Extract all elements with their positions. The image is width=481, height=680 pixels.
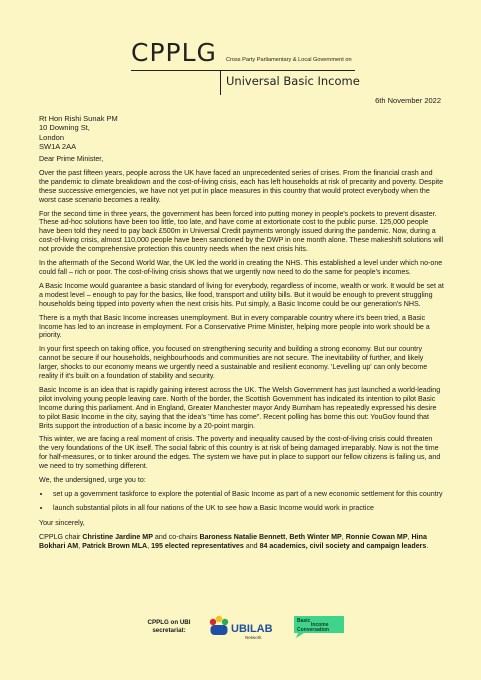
bic-line1: Basic <box>297 618 311 624</box>
basic-income-conversation-logo <box>292 615 352 639</box>
body-paragraph: Over the past fifteen years, people across the UK have faced an unprecedented series of crises. From the financial crash and the pandemic to climate breakdown and the cost-of-living crisis, each has left households at risk of precarity and poverty. Despite these successive emergencies, we have not yet put in place measures in this country that would protect everybody when the worst case scenario becomes a reality. <box>39 168 444 204</box>
address-line: Rt Hon Rishi Sunak PM <box>39 114 118 123</box>
bic-line3: Conversation <box>297 627 329 633</box>
address-line: London <box>39 132 65 142</box>
org-logo-text: CPPLG <box>131 38 217 67</box>
letterhead <box>131 38 371 98</box>
letter-body <box>39 155 444 556</box>
salutation: Dear Prime Minister, <box>39 155 104 163</box>
body-paragraph: In the aftermath of the Second World War, the UK led the world in creating the NHS. This established a level under which no-one could fall – rich or poor. The cost-of-living crisis shows that we urgently now need to do the same for people's incomes. <box>39 259 443 276</box>
body-paragraph: There is a myth that Basic Income increases unemployment. But in every comparable country where it's been tried, a Basic Income has led to an increase in employment. For a Conservative Prime Minister, helping more people into work should be a priority. <box>39 313 430 340</box>
demand-item: • launch substantial pilots in all four nations of the UK to see how a Basic Income would work in practice <box>51 504 444 513</box>
recipient-address <box>39 114 118 151</box>
demand-item: • set up a government taskforce to explore the potential of Basic Income as part of a new economic settlement for this country <box>51 490 444 499</box>
body-paragraph: For the second time in three years, the government has been forced into putting money in people's pockets to prevent disaster. These ad-hoc solutions have been too little, too late, and have come at extortionate cost to the public purse. 125,000 people have been told they need to pay back £500m in Universal Credit payments wrongly issued during the pandemic. Now, during a cost-of-living crisis, almost 110,000 people have been sanctioned by the DWP in one month alone. These makeshift solutions will not provide the comprehensive protection this country needs when the next crisis hits. <box>39 209 444 254</box>
body-paragraph: We, the undersigned, urge you to: <box>39 476 146 485</box>
address-line: SW1A 2AA <box>39 141 77 151</box>
body-paragraph: A Basic Income would guarantee a basic standard of living for everybody, regardless of income, wealth or work. It would be set at a modest level – enough to pay for the basics, like food, transport and utility bills. But it would be enough to prevent struggling households being tipped into poverty when the next crisis hits. Put simply, a Basic Income could be our generation's NHS. <box>39 281 444 308</box>
demands-list <box>39 490 444 513</box>
ubi-lab-network-logo <box>207 615 277 641</box>
secretariat-footer <box>140 615 380 645</box>
body-paragraph: Basic Income is an idea that is rapidly gaining interest across the UK. The Welsh Government has just launched a world-leading pilot involving young people leaving care. North of the border, the Scottish Government has indicated its intention to pilot Basic Income during this parliament. And in England, Greater Manchester mayor Andy Burnham has repeatedly expressed his desire to pilot Basic Income in the city, saying that the idea's "time has come". Recent polling has borne this out: YouGov found that Brits support the introduction of a basic income by a 20-point margin. <box>39 385 441 430</box>
secretariat-label: CPPLG on UBI secretariat: <box>147 619 191 634</box>
org-full-name: Cross Party Parliamentary & Local Government on <box>226 57 352 63</box>
letter-date: 6th November 2022 <box>375 96 441 105</box>
letterhead-title: Universal Basic Income <box>226 74 360 88</box>
signatories: CPPLG chair Christine Jardine MP and co-chairs Baroness Natalie Bennett, Beth Winter MP, Ronnie Cowan MP, Hina Bokhari AM, Patrick Brown MLA, 195 elected representatives and 84 academics, civil society and campaign leaders. <box>39 532 429 550</box>
ubi-lab-sub: Network <box>245 635 262 640</box>
closing: Your sincerely, <box>39 518 85 527</box>
letterhead-rule <box>131 70 355 71</box>
letterhead-divider <box>220 71 221 95</box>
address-line: 10 Downing St, <box>39 123 90 133</box>
bic-line2: Income <box>311 622 329 628</box>
body-paragraph: In your first speech on taking office, you focused on strengthening security and building a strong economy. But our country cannot be secure if our households, neighbourhoods and communities are not secure. The inevitability of further, and likely larger, shocks to our economy means we urgently need a sustainable and resilient economy. 'Levelling up' can only become reality if it's built on a foundation of stability and security. <box>39 345 428 381</box>
body-paragraph: This winter, we are facing a real moment of crisis. The poverty and inequality caused by the cost-of-living crisis could threaten the very foundations of the UK itself. The social fabric of this country is at risk of being damaged irreparably. Now is not the time for half-measures, or to tinker around the edges. The system we have put in place to support our fellow citizens is failing us, and we need to try something different. <box>39 435 441 471</box>
ubi-lab-wordmark: UBILAB <box>231 623 273 635</box>
